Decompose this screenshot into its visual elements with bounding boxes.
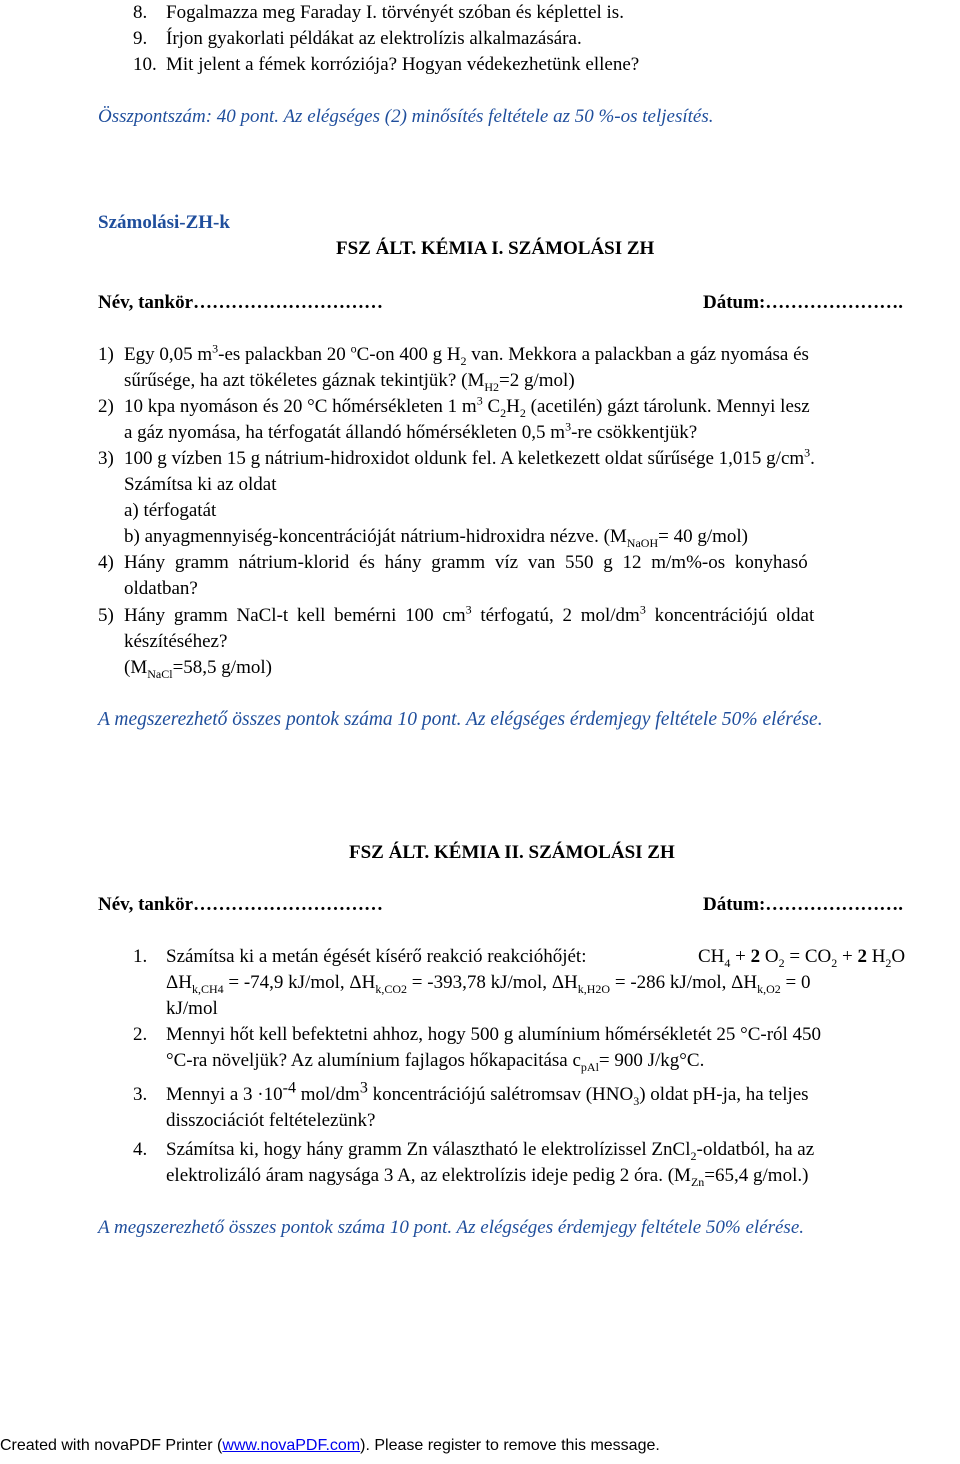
zh2-q4-number: 4.	[133, 1139, 148, 1160]
zh1-title: FSZ ÁLT. KÉMIA I. SZÁMOLÁSI ZH	[336, 238, 655, 259]
zh2-q2-line1: Mennyi hőt kell befektetni ahhoz, hogy 500 g alumínium hőmérsékletét 25 °C-ról 450	[166, 1024, 822, 1045]
list-item-8-text: Fogalmazza meg Faraday I. törvényét szóban és képlettel is.	[166, 2, 624, 23]
zh2-q2-number: 2.	[133, 1024, 148, 1045]
footer-prefix: Created with novaPDF Printer (	[0, 1437, 223, 1454]
list-item-10-text: Mit jelent a fémek korróziója? Hogyan védekezhetünk ellene?	[166, 54, 640, 75]
zh1-q4-number: 4)	[98, 552, 114, 573]
zh2-score-note: A megszerezhető összes pontok száma 10 pont. Az elégséges érdemjegy feltétele 50% elérése.	[98, 1217, 805, 1238]
list-item-8-number: 8.	[133, 2, 148, 23]
zh1-q1-line1: Egy 0,05 $m^3-es$ palackban 20 $^o$C-on 400 g $H_2$ van. Mekkora a palackban a gáz nyomása és	[124, 341, 809, 368]
zh2-title: FSZ ÁLT. KÉMIA II. SZÁMOLÁSI ZH	[349, 842, 675, 863]
footer-suffix: ). Please register to remove this message.	[360, 1437, 660, 1454]
footer-link[interactable]: www.novaPDF.com	[222, 1437, 361, 1454]
zh2-q1-line3: kJ/mol	[166, 998, 218, 1019]
list-item-10-number: 10.	[133, 54, 157, 75]
zh2-q4-line1: Számítsa ki, hogy hány gramm Zn választható le elektrolízissel ZnCl$_2$-oldatból, ha az	[166, 1139, 815, 1163]
zh2-q1-enthalpies: $\Delta H_{k,CH4} = -74,9$ kJ/mol, $\Delta H_{k,CO2} = -393,78$ kJ/mol, $\Delta H_{k,H2O} = -286$ kJ/mol, $\Delta H_{k,O2} = 0$	[166, 972, 811, 996]
zh2-q2-line2: °C-ra növeljük? Az alumínium fajlagos hőkapacitása $c_{pAl}= 900$ J/kg°C.	[166, 1050, 705, 1074]
zh1-q3-a: a) térfogatát	[124, 500, 217, 521]
zh1-q1-number: 1)	[98, 344, 114, 365]
zh1-date-field: Dátum:………………….	[703, 292, 904, 313]
zh1-q2-line1: 10 kpa nyomáson és 20 °C hőmérsékleten 1 $m^3$ $C_2H_2$ (acetilén) gázt tárolunk. Mennyi lesz	[124, 393, 810, 420]
zh2-q1-line1-text: Számítsa ki a metán égését kísérő reakció reakcióhőjét:	[166, 946, 587, 967]
section-heading: Számolási-ZH-k	[98, 212, 230, 233]
zh1-q1-line2: sűrűsége, ha azt tökéletes gáznak tekintjük? ($M_{H2}=2$ g/mol)	[124, 370, 575, 394]
zh1-score-note: A megszerezhető összes pontok száma 10 pont. Az elégséges érdemjegy feltétele 50% elérése.	[98, 709, 823, 730]
zh1-q3-line1: 100 g vízben 15 g nátrium-hidroxidot oldunk fel. A keletkezett oldat sűrűsége 1,015 $g/cm^3$.	[124, 445, 815, 469]
zh2-q1-equation: $CH_4 + 2$ $O_2 = CO_2 + 2$ $H_2O$	[698, 946, 906, 970]
list-item-9-number: 9.	[133, 28, 148, 49]
zh2-q1-number: 1.	[133, 946, 148, 967]
zh1-q5-line3: ($M_{NaCl}=58,5$ g/mol)	[124, 657, 272, 681]
zh2-q3-line1: Mennyi a $3 \cdot 10^{-4}$ mol/$dm^3$ koncentrációjú salétromsav $(HNO_3)$ oldat pH-ja, ha teljes	[166, 1079, 809, 1108]
zh1-q3-b: b) anyagmennyiség-koncentrációját nátrium-hidroxidra nézve. ($M_{NaOH}= 40$ g/mol)	[124, 526, 749, 550]
zh1-q3-number: 3)	[98, 448, 114, 469]
zh1-q5-number: 5)	[98, 605, 114, 626]
zh1-name-field: Név, tankör…………………………	[98, 292, 383, 313]
list-item-9-text: Írjon gyakorlati példákat az elektrolízis alkalmazására.	[166, 28, 582, 49]
total-score-note: Összpontszám: 40 pont. Az elégséges (2) minősítés feltétele az 50 %-os teljesítés.	[98, 106, 714, 127]
zh2-q4-line2: elektrolizáló áram nagysága 3 A, az elektrolízis ideje pedig 2 óra. ($M_{Zn}=65,4$ g/mol.)	[166, 1165, 809, 1189]
zh1-q3-line2: Számítsa ki az oldat	[124, 474, 277, 495]
zh1-q2-line2: a gáz nyomása, ha térfogatát állandó hőmérsékleten 0,5 $m^3-re$ csökkentjük?	[124, 419, 698, 443]
pdf-printer-footer	[0, 1436, 660, 1456]
zh1-q5-line2: készítéséhez?	[124, 631, 228, 652]
zh1-q4-line1: Hány gramm nátrium-klorid és hány gramm víz van 550 g 12 m/m%-os konyhasó	[124, 552, 808, 573]
zh1-q5-line1: Hány gramm NaCl-t kell bemérni 100 $cm^3$ térfogatú, 2 mol/$dm^3$ koncentrációjú oldat	[124, 602, 815, 626]
zh2-date-field: Dátum:………………….	[703, 894, 904, 915]
zh2-q3-line2: disszociációt feltételezünk?	[166, 1110, 376, 1131]
zh1-q2-number: 2)	[98, 396, 114, 417]
zh2-name-field: Név, tankör…………………………	[98, 894, 383, 915]
zh2-q3-number: 3.	[133, 1084, 148, 1105]
zh1-q4-line2: oldatban?	[124, 578, 198, 599]
